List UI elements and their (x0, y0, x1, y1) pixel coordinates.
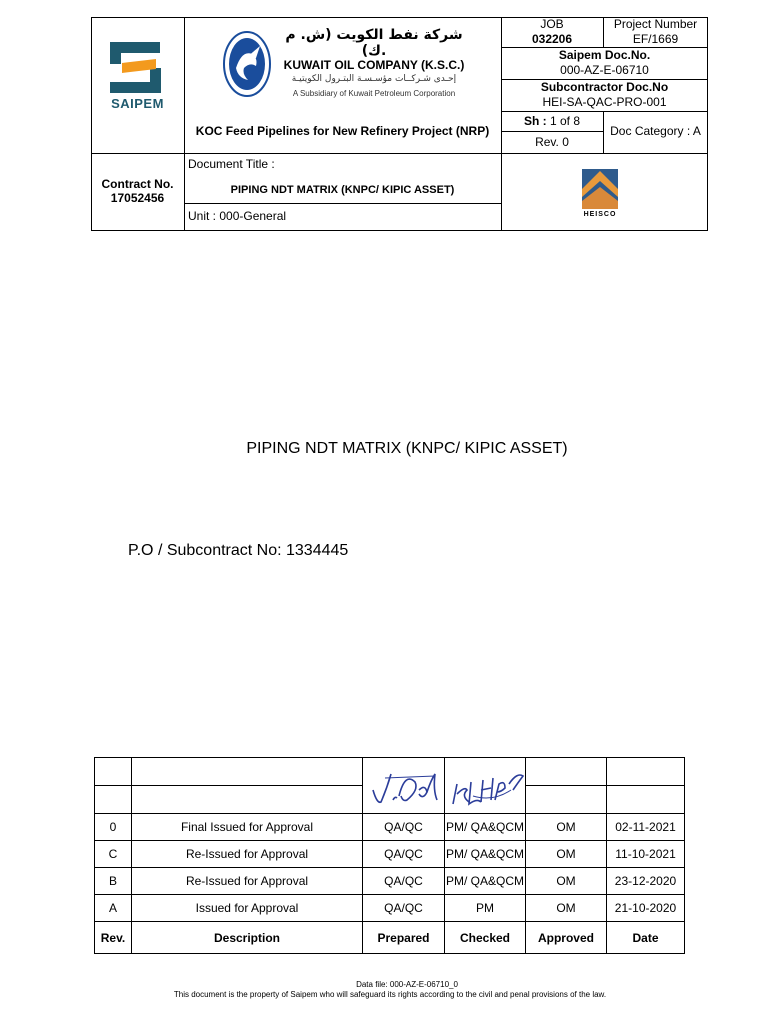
rev-text: Rev. 0 (535, 135, 569, 149)
document-title-value: PIPING NDT MATRIX (KNPC/ KIPIC ASSET) (230, 184, 455, 196)
koc-english-subtitle: A Subsidiary of Kuwait Petroleum Corporation (292, 89, 456, 98)
contract-value: 17052456 (110, 191, 165, 205)
prepared-cell: QA/QC (363, 841, 445, 868)
table-cell (607, 758, 685, 786)
doc-category: Doc Category : A (610, 124, 701, 138)
table-cell (526, 758, 607, 786)
rev-cell: B (95, 868, 132, 895)
subcontractor-doc-label: Subcontractor Doc.No (540, 80, 669, 94)
sheet-number (501, 114, 603, 128)
approved-cell: OM (526, 868, 607, 895)
header-divider (501, 111, 708, 112)
saipem-logo (100, 38, 175, 118)
table-cell (132, 786, 363, 814)
table-header-row (95, 922, 685, 954)
table-cell (95, 758, 132, 786)
approved-cell: OM (526, 841, 607, 868)
date-cell: 11-10-2021 (607, 841, 685, 868)
prepared-cell: QA/QC (363, 895, 445, 922)
footer-data-file: Data file: 000-AZ-E-06710_0 (356, 980, 458, 989)
rev-cell: A (95, 895, 132, 922)
saipem-doc-value: 000-AZ-E-06710 (560, 63, 649, 77)
saipem-doc-label: Saipem Doc.No. (558, 48, 651, 62)
koc-logo (222, 24, 497, 104)
approved-cell: OM (526, 814, 607, 841)
header-divider (91, 153, 708, 154)
subcontractor-doc-value: HEI-SA-QAC-PRO-001 (542, 95, 667, 109)
signature-prepared-icon (365, 760, 445, 812)
project-number-value: EF/1669 (632, 32, 679, 46)
checked-cell: PM (445, 895, 526, 922)
heisco-logo-mark (578, 167, 622, 211)
date-cell: 23-12-2020 (607, 868, 685, 895)
table-cell (132, 758, 363, 786)
koc-arabic-subtitle: إحـدى شـركــات مؤسـسـة البتـرول الكويتيـة (291, 74, 457, 84)
koc-seal-icon (222, 28, 272, 100)
header-divider (501, 131, 603, 132)
column-header-rev: Rev. (95, 922, 132, 954)
po-subcontract-line: P.O / Subcontract No: 1334445 (128, 542, 349, 559)
project-number-label: Project Number (613, 17, 698, 31)
contract-label: Contract No. (101, 177, 174, 191)
main-title: PIPING NDT MATRIX (KNPC/ KIPIC ASSET) (246, 440, 568, 457)
header-divider (184, 203, 501, 204)
rev-cell: 0 (95, 814, 132, 841)
description-cell: Issued for Approval (132, 895, 363, 922)
checked-cell: PM/ QA&QCM (445, 814, 526, 841)
heisco-logo (578, 167, 622, 221)
sheet-value: 1 of 8 (549, 114, 581, 128)
description-cell: Re-Issued for Approval (132, 868, 363, 895)
document-title-label: Document Title : (188, 157, 275, 171)
checked-cell: PM/ QA&QCM (445, 868, 526, 895)
rev-cell: C (95, 841, 132, 868)
table-cell (95, 786, 132, 814)
column-header-description: Description (132, 922, 363, 954)
koc-arabic-name: شركة نفط الكويت (ش. م .ك) (285, 27, 463, 59)
heisco-logo-text: HEISCO (583, 211, 617, 218)
description-cell: Re-Issued for Approval (132, 841, 363, 868)
unit-label: Unit : 000-General (188, 209, 287, 223)
approved-cell: OM (526, 895, 607, 922)
description-cell: Final Issued for Approval (132, 814, 363, 841)
column-header-checked: Checked (445, 922, 526, 954)
table-row (95, 814, 685, 841)
prepared-cell: QA/QC (363, 868, 445, 895)
job-value: 032206 (531, 32, 573, 46)
revision-table (94, 757, 685, 954)
saipem-logo-mark (100, 38, 175, 100)
table-cell (607, 786, 685, 814)
column-header-approved: Approved (526, 922, 607, 954)
table-row (95, 841, 685, 868)
table-row (95, 758, 685, 786)
sheet-label: Sh : (523, 114, 547, 128)
table-row (95, 895, 685, 922)
job-label: JOB (540, 17, 564, 31)
date-cell: 21-10-2020 (607, 895, 685, 922)
signature-prepared-cell (363, 758, 445, 814)
signature-checked-icon (447, 760, 526, 812)
project-title: KOC Feed Pipelines for New Refinery Project (NRP) (195, 124, 490, 138)
column-header-date: Date (607, 922, 685, 954)
column-header-prepared: Prepared (363, 922, 445, 954)
checked-cell: PM/ QA&QCM (445, 841, 526, 868)
saipem-logo-text: SAIPEM (111, 96, 164, 111)
koc-english-name: KUWAIT OIL COMPANY (K.S.C.) (283, 58, 465, 72)
prepared-cell: QA/QC (363, 814, 445, 841)
footer-disclaimer: This document is the property of Saipem who will safeguard its rights according to the civil and penal provisions of the law. (173, 990, 607, 999)
date-cell: 02-11-2021 (607, 814, 685, 841)
table-cell (526, 786, 607, 814)
table-row (95, 868, 685, 895)
signature-checked-cell (445, 758, 526, 814)
